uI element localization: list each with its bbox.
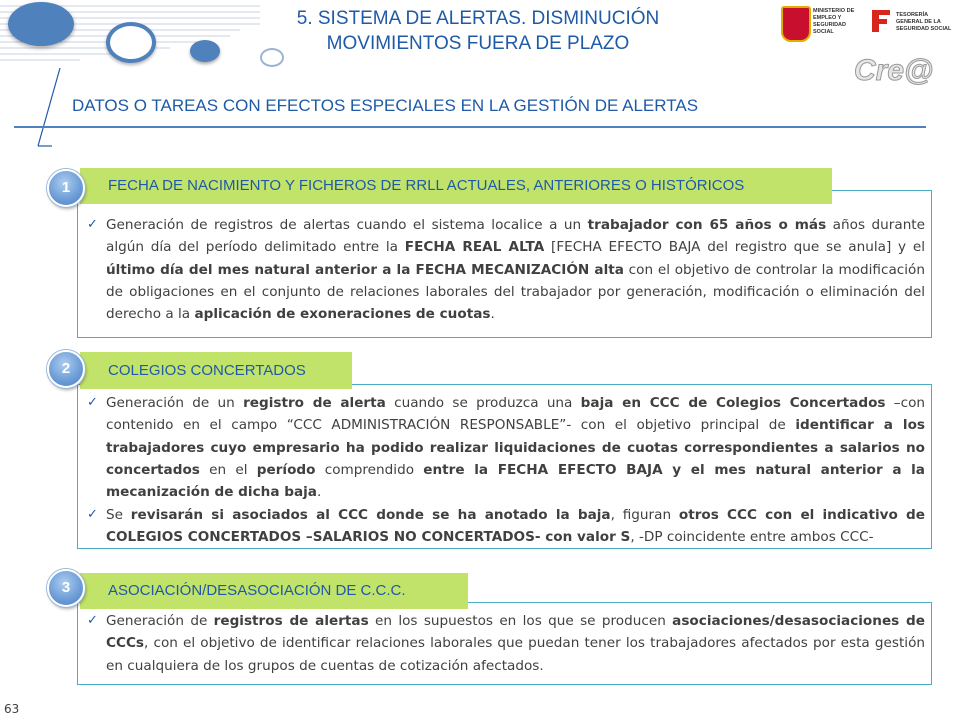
section-1-paragraph: ✓ Generación de registros de alertas cuando el sistema localice a un trabajador con 65 años o más años durante algún día del período delimitado entre la FECHA REAL ALTA [FECHA EFECTO BAJA del registro que se anula] y el último día del mes natural anterior a la FECHA MECANIZACIÓN alta con el objetivo de controlar la modificación de obligaciones en el conjunto de relaciones laborales del trabajador por generación, modificación o eliminación del derecho a la aplicación de exoneraciones de cuotas.	[87, 214, 925, 325]
section-3-paragraph: ✓ Generación de registros de alertas en los supuestos en los que se producen asociaciones/desasociaciones de CCCs, con el objetivo de identificar relaciones laborales que puedan tener los trabajadores afectados por esta gestión en cualquiera de los grupos de cuentas de cotización afectados.	[87, 610, 925, 677]
section-2-heading: COLEGIOS CONCERTADOS	[80, 352, 352, 389]
ministry-logo	[781, 4, 863, 44]
section-1-number-badge: 1	[47, 169, 85, 207]
section-2-paragraph-1: ✓ Generación de un registro de alerta cuando se produzca una baja en CCC de Colegios Concertados –con contenido en el campo “CCC ADMINISTRACIÓN RESPONSABLE”- con el objetivo principal de identificar a los trabajadores cuyo empresario ha podido realizar liquidaciones de cuotas correspondientes a salarios no concertados en el período comprendido entre la FECHA EFECTO BAJA y el mes natural anterior a la mecanización de dicha baja.	[87, 392, 925, 503]
checkmark-icon: ✓	[87, 507, 98, 522]
checkmark-icon: ✓	[87, 613, 98, 628]
spain-crest-icon	[781, 6, 811, 42]
section-3-number-badge: 3	[47, 569, 85, 607]
section-2-number-badge: 2	[47, 350, 85, 388]
tgss-logo	[870, 8, 955, 44]
decorative-circle-small	[190, 40, 220, 62]
ministry-logo-text: MINISTERIO DE EMPLEO Y SEGURIDAD SOCIAL	[813, 8, 855, 35]
page-title-line2: MOVIMIENTOS FUERA DE PLAZO	[326, 33, 630, 54]
page-title	[258, 6, 698, 56]
section-2-paragraph-2: ✓ Se revisarán si asociados al CCC donde se ha anotado la baja, figuran otros CCC con el indicativo de COLEGIOS CONCERTADOS –SALARIOS NO CONCERTADOS- con valor S, -DP coincidente entre ambos CCC-	[87, 504, 925, 549]
decorative-ring	[106, 22, 156, 63]
subtitle-underline	[14, 126, 926, 128]
cre-logo	[852, 48, 957, 90]
decorative-circle	[8, 2, 74, 46]
page-number: 63	[4, 702, 20, 716]
section-1-heading: FECHA DE NACIMIENTO Y FICHEROS DE RRLL ACTUALES, ANTERIORES O HISTÓRICOS	[80, 168, 832, 204]
checkmark-icon: ✓	[87, 217, 98, 232]
tgss-mark-icon	[870, 8, 892, 34]
section-subtitle: DATOS O TAREAS CON EFECTOS ESPECIALES EN LA GESTIÓN DE ALERTAS	[72, 96, 699, 115]
cre-logo-text: Cre@	[854, 54, 934, 87]
section-3-heading: ASOCIACIÓN/DESASOCIACIÓN DE C.C.C.	[80, 573, 468, 609]
checkmark-icon: ✓	[87, 395, 98, 410]
decorative-diagonal	[34, 66, 64, 148]
page-title-line1: 5. SISTEMA DE ALERTAS. DISMINUCIÓN	[296, 8, 660, 29]
tgss-logo-text: TESORERÍA GENERAL DE LA SEGURIDAD SOCIAL	[896, 12, 952, 32]
